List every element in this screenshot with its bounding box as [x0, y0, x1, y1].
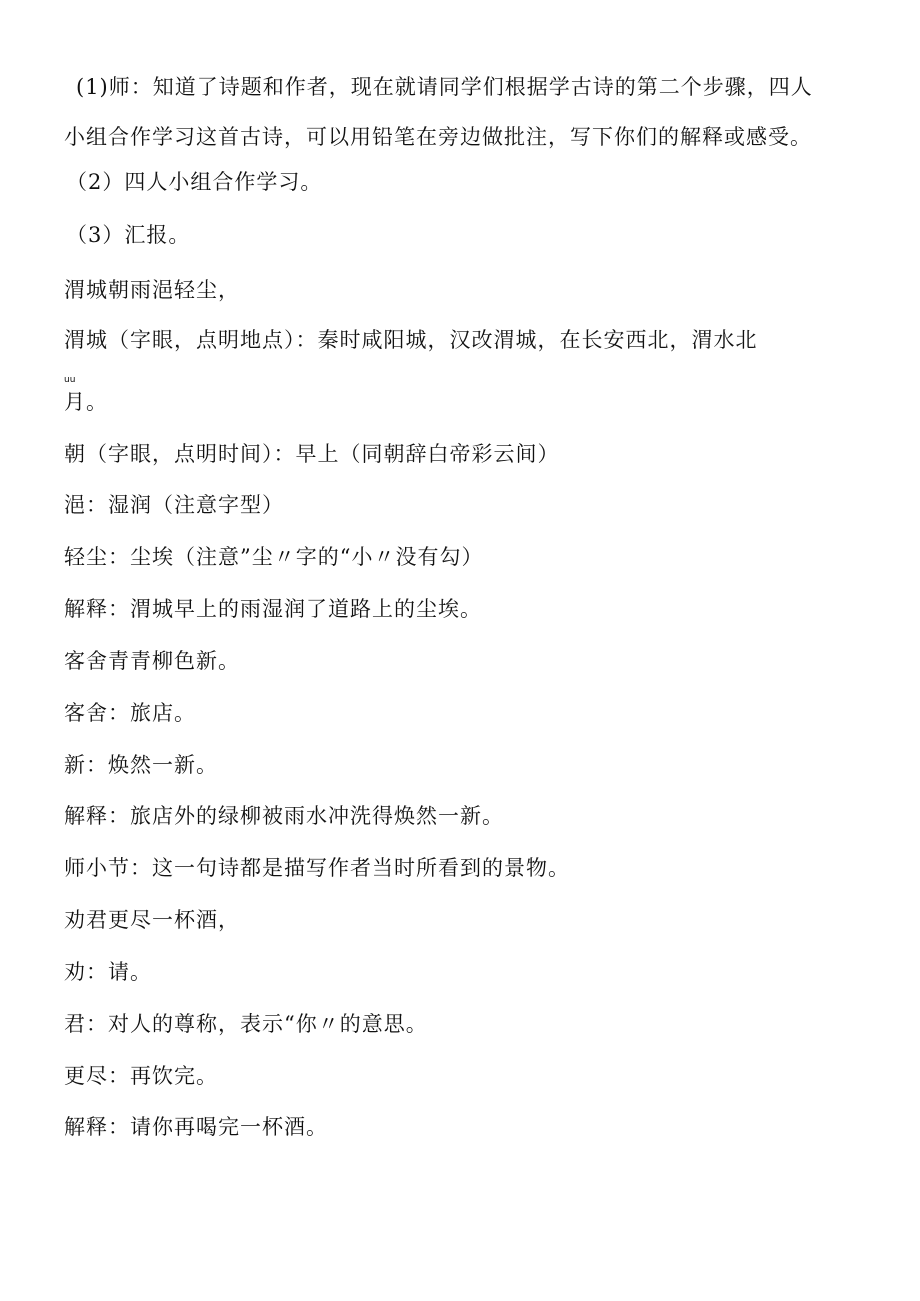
explanation-3: 解释：请你再喝完一杯酒。 [64, 1115, 328, 1139]
annotation-quan: 劝：请。 [64, 960, 152, 984]
annotation-keshe: 客舍：旅店。 [64, 701, 196, 725]
explanation-1: 解释：渭城早上的雨湿润了道路上的尘埃。 [64, 597, 482, 621]
step-3-line: （3）汇报。 [66, 223, 191, 247]
annotation-weicheng-cont: 月。 [64, 390, 108, 414]
step-2-line: （2）四人小组合作学习。 [66, 170, 323, 194]
teacher-summary: 师小节：这一句诗都是描写作者当时所看到的景物。 [64, 856, 570, 880]
poem-line-1: 渭城朝雨浥轻尘， [64, 278, 240, 302]
annotation-qingchen: 轻尘：尘埃（注意”尘〃字的“小〃没有勾） [64, 545, 484, 569]
poem-line-2: 客舍青青柳色新。 [64, 649, 240, 673]
paragraph-line-1: (1)师：知道了诗题和作者，现在就请同学们根据学古诗的第二个步骤，四人 [76, 75, 813, 99]
annotation-zhao: 朝（字眼，点明时间）：早上（同朝辞白帝彩云间） [64, 442, 560, 466]
poem-line-3: 劝君更尽一杯酒， [64, 908, 240, 932]
annotation-xin: 新：焕然一新。 [64, 753, 218, 777]
annotation-jun: 君：对人的尊称，表示“你〃的意思。 [64, 1012, 428, 1036]
explanation-2: 解释：旅店外的绿柳被雨水冲洗得焕然一新。 [64, 804, 504, 828]
annotation-yi: 浥：湿润（注意字型） [64, 493, 284, 517]
annotation-weicheng: 渭城（字眼，点明地点）：秦时咸阳城，汉改渭城，在长安西北，渭水北 [64, 328, 758, 352]
paragraph-line-2: 小组合作学习这首古诗，可以用铅笔在旁边做批注，写下你们的解释或感受。 [64, 125, 812, 149]
annotation-gengjin: 更尽：再饮完。 [64, 1064, 218, 1088]
stray-mark: uu [64, 375, 76, 385]
